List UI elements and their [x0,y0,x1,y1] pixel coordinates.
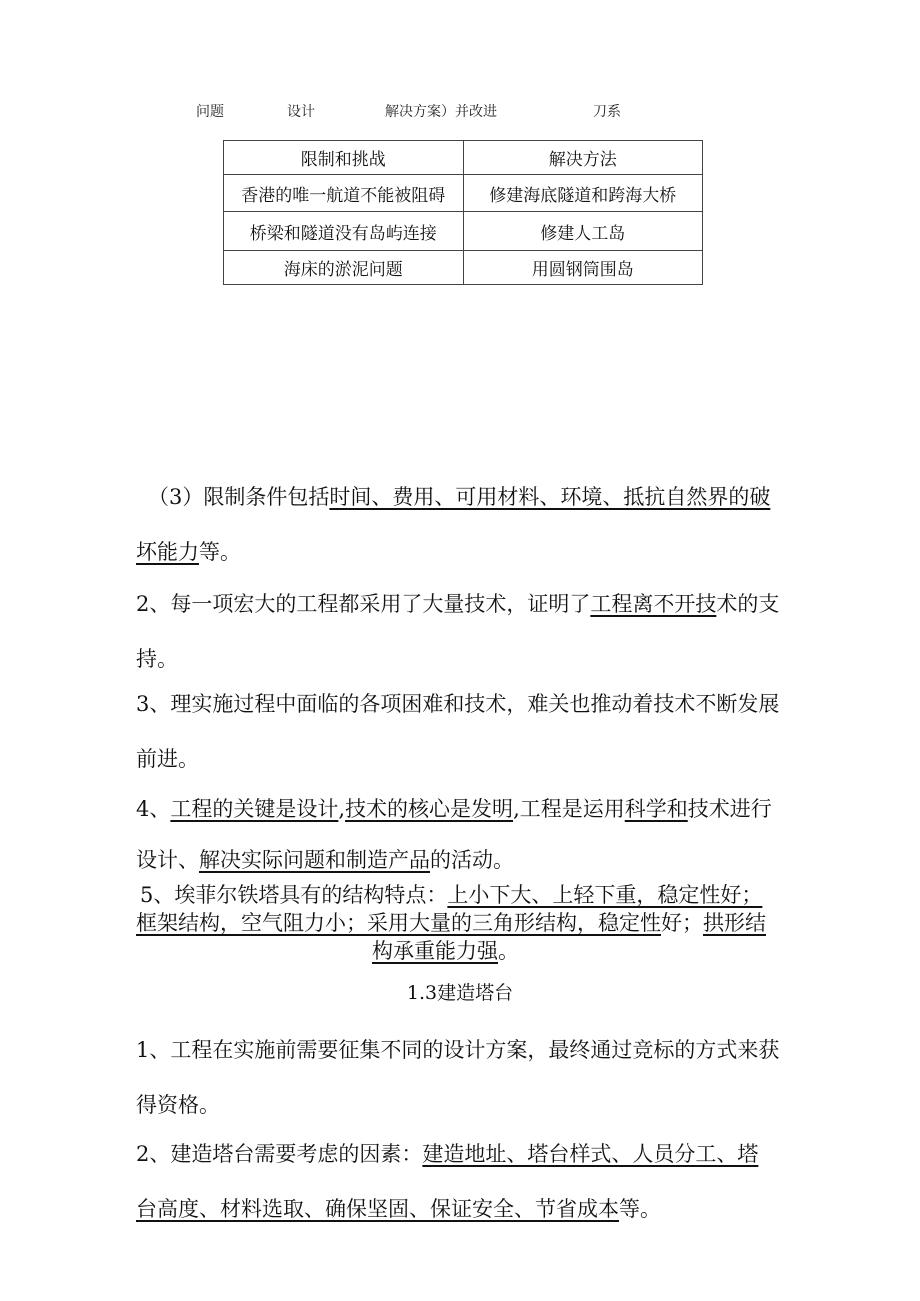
underlined-text: 构承重能力强 [372,939,498,963]
paragraph-line [136,1127,758,1182]
underlined-text: 拱形结 [703,911,766,935]
text: ,工程是运用 [513,797,625,821]
label-system: 刀系 [593,104,621,120]
paragraph-line [136,909,766,937]
table-header-row [224,141,703,175]
text: 。 [498,939,519,963]
paragraph-line [372,937,766,965]
paragraph-limits [136,470,771,580]
underlined-text: 时间、费用、可用材料、环境、抵抗自然界的破 [329,485,771,509]
paragraph-line [136,782,772,837]
underlined-text: 工程的关键是设计 [170,797,339,821]
paragraph-line [136,1182,758,1237]
paragraph-line: 1、工程在实施前需要征集不同的设计方案，最终通过竞标的方式来获 [136,1038,780,1062]
paragraph-line: 3、理实施过程中面临的各项困难和技术，难关也推动着技术不断发展 [136,692,780,716]
text: 设计、 [136,848,199,872]
paragraph-2 [136,577,779,687]
paragraph-5 [136,881,766,965]
paragraph-line: 持。 [136,647,178,671]
paragraph-line [140,881,766,909]
paragraph-line [136,833,772,888]
text: 技术进行 [687,797,772,821]
section-heading: 1.3建造塔台 [406,982,514,1004]
table-cell: 香港的唯一航道不能被阻碍 [224,175,464,212]
paragraph-line: 得资格。 [136,1093,220,1117]
table-row [224,175,703,212]
text: 5、埃菲尔铁塔具有的结构特点： [140,883,448,907]
table-header-cell: 限制和挑战 [224,141,464,175]
label-solution-improve: 解决方案）并改进 [385,104,497,120]
section-paragraph-1 [136,1023,779,1133]
text: , [338,797,346,821]
table-row [224,251,703,285]
table-cell: 修建人工岛 [463,212,703,251]
paragraph-line [136,525,770,580]
underlined-text: 解决实际问题和制造产品 [199,848,430,872]
label-design: 设计 [287,104,315,120]
paragraph-line: 前进。 [136,747,199,771]
text: 好； [661,911,703,935]
text: 术的支 [716,592,780,616]
table-cell: 海床的淤泥问题 [224,251,464,285]
table-cell: 修建海底隧道和跨海大桥 [463,175,703,212]
underlined-text: 技术的核心是发明 [345,797,514,821]
paragraph-line [136,577,779,632]
challenges-table [223,140,703,285]
text: （3）限制条件包括 [148,485,330,509]
table-cell: 用圆钢筒围岛 [463,251,703,285]
text: 的活动。 [430,848,514,872]
table-cell: 桥梁和隧道没有岛屿连接 [224,212,464,251]
underlined-text: 上小下大、上轻下重，稳定性好； [447,883,763,907]
section-paragraph-2 [136,1127,758,1237]
table-header-cell: 解决方法 [463,141,703,175]
underlined-text: 科学和 [624,797,688,821]
underlined-text: 建造地址、塔台样式、人员分工、塔 [422,1142,759,1166]
text: 等。 [199,540,241,564]
label-problem: 问题 [196,104,224,120]
paragraph-3 [136,677,779,787]
underlined-text: 框架结构，空气阻力小；采用大量的三角形结构，稳定性 [136,911,661,935]
paragraph-4 [136,782,772,888]
paragraph-line [148,470,770,525]
underlined-text: 工程离不开技 [590,592,717,616]
table-row [224,212,703,251]
text: 2、每一项宏大的工程都采用了大量技术，证明了 [136,592,591,616]
underlined-text: 坏能力 [136,540,199,564]
text: 2、建造塔台需要考虑的因素： [136,1142,423,1166]
underlined-text: 台高度、材料选取、确保坚固、保证安全、节省成本 [136,1197,619,1221]
text: 等。 [619,1197,661,1221]
text: 4、 [136,797,171,821]
